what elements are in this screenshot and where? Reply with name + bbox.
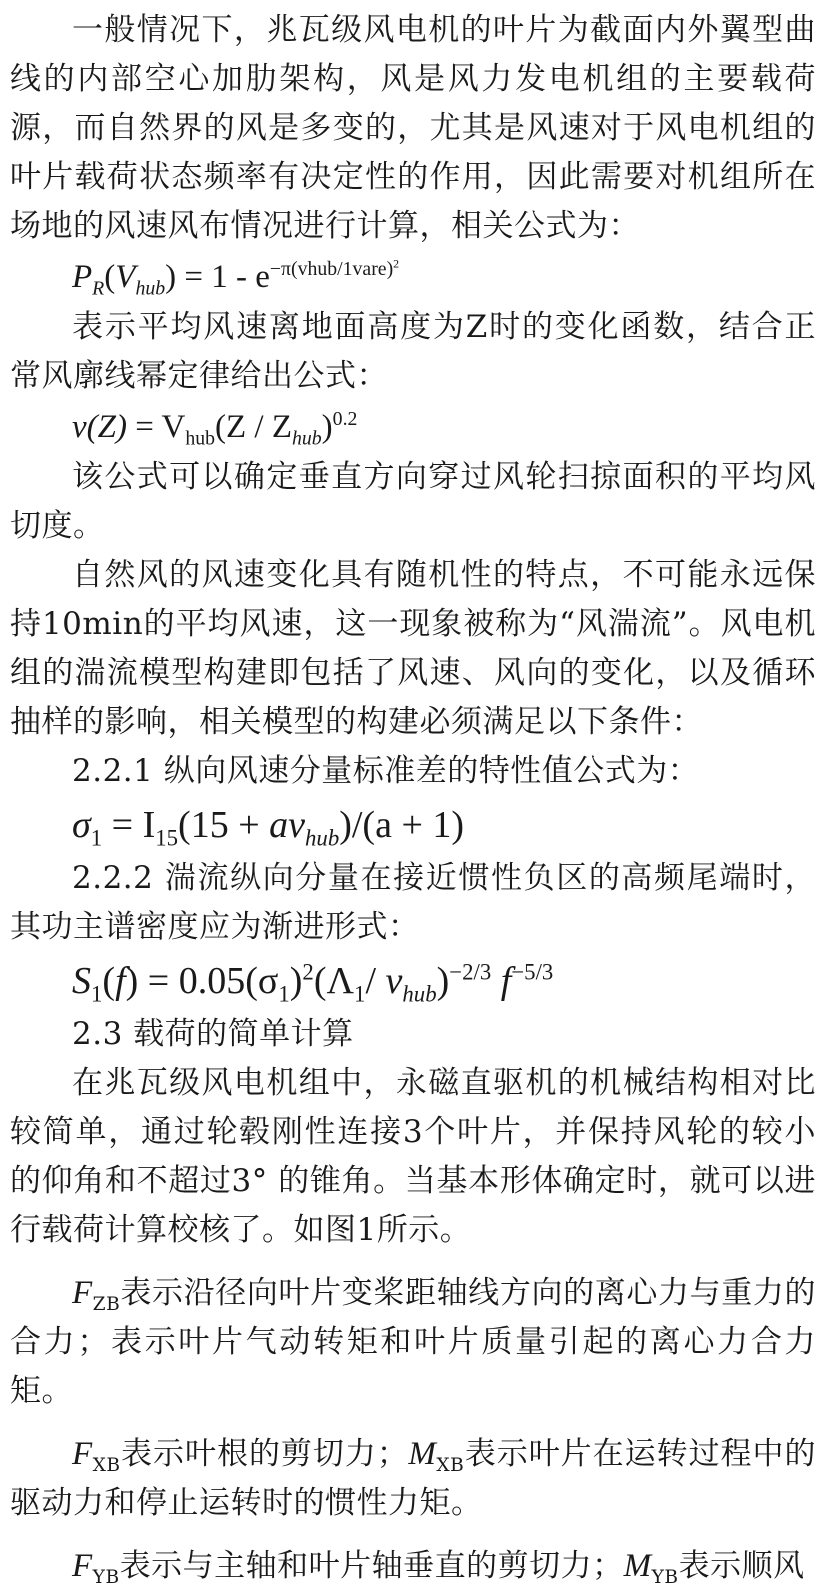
paragraph-10: $F_{XB}$表示叶根的剪切力；$M_{XB}$表示叶片在运转过程中的驱动力和停止运转时的惯性力矩。	[10, 1436, 816, 1521]
paragraph-11: $F_{YB}$表示与主轴和叶片轴垂直的剪切力；$M_{YB}$表示顺风	[72, 1548, 805, 1589]
paragraph-2: 表示平均风速离地面高度为Z时的变化函数，结合正常风廓线幂定律给出公式：	[10, 309, 816, 394]
formula-power-spectral-density: $S_1(f) = 0.05(\sigma_1)^2(\Lambda_1/$ $v_{hub})^{-2/3}$ $f^{-5/3}$	[72, 959, 554, 1007]
formula-wind-profile: $v(Z) = V_{hub}(Z / Z_{hub})^{0.2}$	[72, 408, 358, 450]
paragraph-5: 2.2.1 纵向风速分量标准差的特性值公式为：	[72, 753, 700, 789]
paragraph-6: 2.2.2 湍流纵向分量在接近惯性负区的高频尾端时，其功主谱密度应为渐进形式：	[10, 860, 816, 945]
paragraph-3: 该公式可以确定垂直方向穿过风轮扫掠面积的平均风切度。	[10, 459, 816, 544]
formula-wind-probability: $P_R(V_{hub}) = 1 - e^{-\pi(vhub/1vare)^2}$	[72, 256, 400, 300]
paragraph-1: 一般情况下，兆瓦级风电机的叶片为截面内外翼型曲线的内部空心加肋架构，风是风力发电机组的主要载荷源，而自然界的风是多变的，尤其是风速对于风电机组的叶片载荷状态频率有决定性的作用，因此需要对机组所在场地的风速风布情况进行计算，相关公式为：	[10, 12, 816, 244]
paragraph-4: 自然风的风速变化具有随机性的特点，不可能永远保持10min的平均风速，这一现象被称为“风湍流”。风电机组的湍流模型构建即包括了风速、风向的变化，以及循环抽样的影响，相关模型的构建必须满足以下条件：	[10, 557, 816, 740]
formula-standard-deviation: $\sigma_1 = I_{15}(15 + av_{hub})/(a + 1)$	[72, 804, 465, 851]
paragraph-9: $F_{ZB}$表示沿径向叶片变桨距轴线方向的离心力与重力的合力；表示叶片气动转矩和叶片质量引起的离心力合力矩。	[10, 1275, 816, 1409]
section-heading-2-3: 2.3 载荷的简单计算	[72, 1016, 354, 1052]
paragraph-8: 在兆瓦级风电机组中，永磁直驱机的机械结构相对比较简单，通过轮毂刚性连接3个叶片，并保持风轮的较小的仰角和不超过3° 的锥角。当基本形体确定时，就可以进行载荷计算校核了。如图1所示。	[10, 1065, 816, 1248]
